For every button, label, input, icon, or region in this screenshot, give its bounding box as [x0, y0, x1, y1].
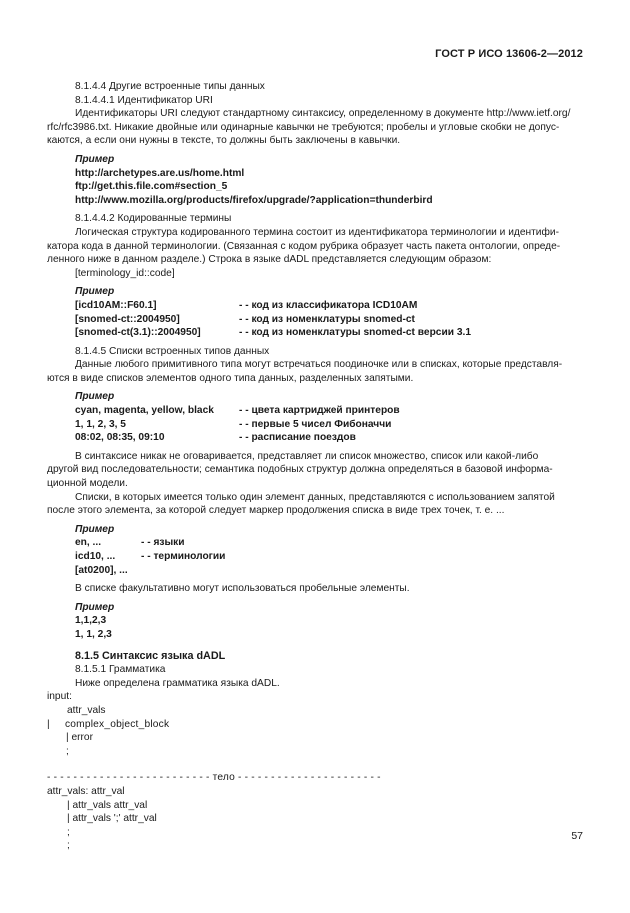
example-line: 1,1,2,3 — [75, 615, 107, 627]
example-desc: - - терминологии — [141, 551, 226, 562]
paragraph-line: Списки, в которых имеется только один элемент данных, представляются с использованием запятой — [75, 491, 555, 503]
grammar-line: ; — [67, 840, 70, 852]
grammar-line: | error — [66, 732, 93, 744]
example-code: cyan, magenta, yellow, black — [75, 405, 214, 417]
example-code: [snomed-ct(3.1)::2004950] — [75, 327, 201, 339]
example-line: 1, 1, 2,3 — [75, 628, 112, 640]
paragraph-line: В списке факультативно могут использоваться пробельные элементы. — [75, 583, 410, 595]
single-element-list-example — [47, 523, 585, 577]
grammar-rule: attr_vals: attr_val — [47, 785, 125, 797]
example-row — [75, 550, 585, 564]
example-desc: - - цвета картриджей принтеров — [239, 405, 400, 417]
paragraph-line: катора кода в данной терминологии. (Связанная с кодом рубрика образует часть пакета онтологии, опреде- — [47, 240, 561, 252]
example-label: Пример — [75, 153, 115, 165]
example-line: http://www.mozilla.org/products/firefox/upgrade/?application=thunderbird — [75, 194, 433, 206]
page-number: 57 — [571, 830, 583, 842]
example-label: Пример — [75, 601, 115, 613]
paragraph-line: ются в виде списков элементов одного типа данных, разделенных запятыми. — [47, 372, 414, 384]
paragraph-line: В синтаксисе никак не оговаривается, представляет ли список множество, список или какой-либо — [75, 450, 539, 462]
syntax-line: [terminology_id::code] — [75, 267, 175, 279]
paragraph-line: другой вид последовательности; семантика подобных структур должна определяться в базовой информа- — [47, 464, 553, 476]
section-8-1-4-4-heading: 8.1.4.4 Другие встроенные типы данных — [75, 81, 265, 92]
paragraph-line: ционной модели. — [47, 478, 128, 490]
grammar-rule: input: — [47, 691, 72, 703]
section-8-1-5-heading: 8.1.5 Синтаксис языка dADL — [75, 649, 226, 662]
uri-example — [47, 153, 585, 207]
example-label: Пример — [75, 286, 115, 298]
grammar-line: ; — [66, 745, 69, 757]
example-desc: - - расписание поездов — [239, 432, 356, 444]
grammar-block — [47, 690, 585, 853]
section-8-1-5-1-heading: 8.1.5.1 Грамматика — [75, 664, 166, 676]
paragraph-line: каются, а если они нужны в тексте, то должны быть заключены в кавычки. — [47, 135, 401, 147]
paragraph-line: Данные любого примитивного типа могут встречаться поодиночке или в списках, которые представля- — [75, 359, 563, 371]
example-line: ftp://get.this.file.com#section_5 — [75, 181, 228, 193]
paragraph-line: rfc/rfc3986.txt. Никакие двойные или одинарные кавычки не требуются; пробелы и угловые скобки не допус- — [47, 121, 560, 133]
document-header: ГОСТ Р ИСО 13606-2—2012 — [435, 48, 583, 60]
example-row — [75, 564, 585, 578]
example-row — [75, 418, 585, 432]
list-example — [47, 390, 585, 444]
example-code: 08:02, 08:35, 09:10 — [75, 432, 165, 444]
example-code: [at0200], ... — [75, 564, 128, 576]
coded-term-example — [47, 285, 585, 339]
example-desc: - - код из номенклатуры snomed-ct версии 3.1 — [239, 327, 471, 339]
paragraph-line: Логическая структура кодированного термина состоит из идентификатора терминологии и идентифи- — [75, 226, 559, 238]
example-label: Пример — [75, 391, 115, 403]
grammar-line: | attr_vals ';' attr_val — [67, 813, 157, 825]
example-row — [75, 326, 585, 340]
example-code: icd10, ... — [75, 551, 116, 562]
example-code: [icd10AM::F60.1] — [75, 299, 157, 311]
paragraph-line: после этого элемента, за которой следует маркер продолжения списка в виде трех точек, т. е. ... — [47, 505, 505, 517]
paragraph-line: ленного ниже в данном разделе.) Строка в языке dADL представляется следующим образом: — [47, 254, 492, 266]
example-code: 1, 1, 2, 3, 5 — [75, 418, 126, 430]
whitespace-example — [47, 601, 585, 642]
example-desc: - - код из номенклатуры snomed-ct — [239, 313, 415, 325]
grammar-line: attr_vals — [67, 704, 106, 716]
grammar-line: ; — [67, 826, 70, 838]
example-row — [75, 299, 585, 313]
grammar-line: | attr_vals attr_val — [67, 799, 148, 811]
paragraph-line: Идентификаторы URI следуют стандартному синтаксису, определенному в документе http://www.ietf.org/ — [75, 108, 571, 120]
section-8-1-4-4-1-heading: 8.1.4.4.1 Идентификатор URI — [75, 94, 213, 106]
example-desc: - - языки — [141, 537, 185, 549]
section-8-1-4-5-heading: 8.1.4.5 Списки встроенных типов данных — [75, 345, 270, 357]
example-line: http://archetypes.are.us/home.html — [75, 167, 245, 179]
document-body — [47, 80, 585, 853]
body-separator: - - - - - - - - - - - - - - - - - - - - - - - - - тело - - - - - - - - - - - - - - - - - - - - - - — [47, 772, 381, 784]
example-code: [snomed-ct::2004950] — [75, 313, 180, 325]
example-row — [75, 404, 585, 418]
example-label: Пример — [75, 523, 115, 535]
example-code: en, ... — [75, 537, 102, 549]
example-row — [75, 431, 585, 445]
example-row — [75, 536, 585, 550]
example-desc: - - первые 5 чисел Фибоначчи — [239, 418, 392, 430]
section-8-1-4-4-2-heading: 8.1.4.4.2 Кодированные термины — [75, 213, 232, 225]
grammar-line: | complex_object_block — [47, 718, 170, 730]
paragraph-line: Ниже определена грамматика языка dADL. — [75, 677, 280, 689]
example-desc: - - код из классификатора ICD10AM — [239, 299, 418, 311]
example-row — [75, 313, 585, 327]
